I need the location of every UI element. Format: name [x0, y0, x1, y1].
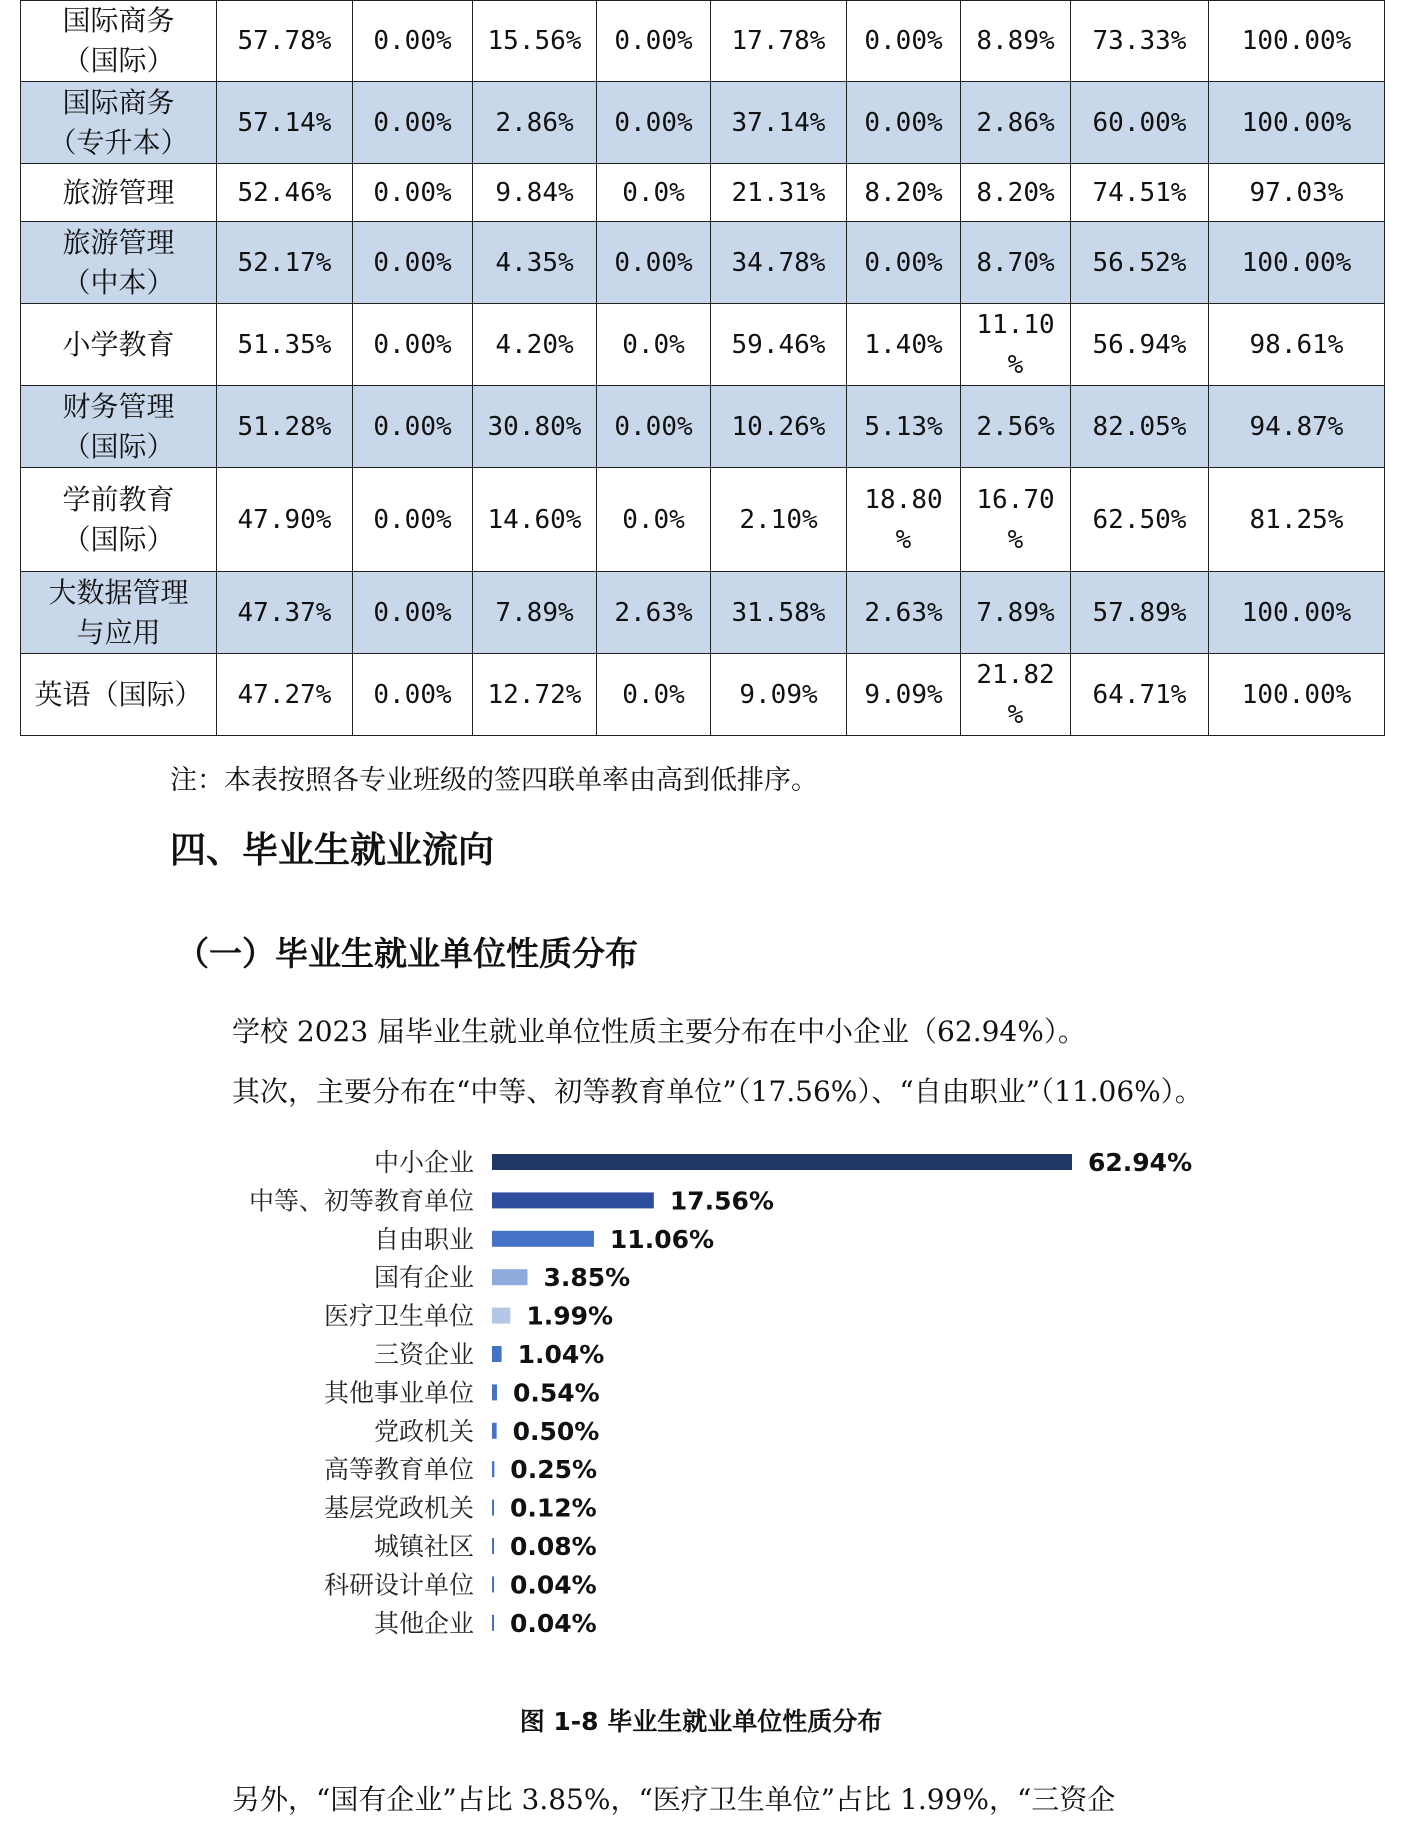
value-label: 1.99%: [526, 1301, 614, 1331]
category-label: 高等教育单位: [323, 1455, 474, 1485]
category-label: 基层党政机关: [323, 1493, 474, 1523]
value-cell: 21.31%: [711, 164, 847, 222]
major-cell: [21, 1, 217, 82]
value-cell: 59.46%: [711, 304, 847, 386]
subsection-title: （一）毕业生就业单位性质分布: [176, 934, 638, 973]
value-cell: 56.52%: [1071, 222, 1209, 304]
value-cell: 0.0%: [597, 468, 711, 572]
value-cell: 60.00%: [1071, 82, 1209, 164]
category-label: 医疗卫生单位: [323, 1301, 474, 1331]
category-label: 中小企业: [373, 1148, 474, 1177]
value-cell: 0.00%: [847, 1, 961, 82]
value-label: 0.12%: [510, 1493, 597, 1523]
value-cell: 57.78%: [217, 1, 353, 82]
value-cell: 47.90%: [217, 468, 353, 572]
major-cell: [21, 572, 217, 654]
major-line: 国际商务: [62, 85, 175, 119]
category-label: 科研设计单位: [323, 1570, 474, 1600]
value-label: 0.08%: [510, 1532, 597, 1561]
value-cell: 47.27%: [217, 654, 353, 736]
value-cell: 52.17%: [217, 222, 353, 304]
value-label: 0.25%: [510, 1455, 598, 1485]
bar: [492, 1538, 494, 1554]
value-label: 0.04%: [510, 1570, 597, 1600]
value-cell: 100.00%: [1209, 1, 1385, 82]
value-cell: 8.89%: [961, 1, 1071, 82]
value-label: 0.54%: [512, 1378, 600, 1408]
value-cell: 2.63%: [847, 572, 961, 654]
value-label: 0.04%: [510, 1608, 597, 1638]
value-cell: 0.0%: [597, 164, 711, 222]
value-cell: 31.58%: [711, 572, 847, 654]
major-cell: [21, 82, 217, 164]
paragraph-line-1: 学校 2023 届毕业生就业单位性质主要分布在中小企业（62.94%）。: [232, 1015, 1086, 1048]
category-label: 中等、初等教育单位: [248, 1186, 474, 1216]
value-cell: 7.89%: [473, 572, 597, 654]
bar: [492, 1384, 497, 1400]
table-row: [21, 654, 1385, 736]
value-cell: 14.60%: [473, 468, 597, 572]
value-cell: 2.86%: [473, 82, 597, 164]
value-cell: 21.82 %: [961, 654, 1071, 736]
category-label: 国有企业: [373, 1263, 474, 1293]
value-cell: 0.0%: [597, 304, 711, 386]
value-cell: 15.56%: [473, 1, 597, 82]
value-cell: 51.28%: [217, 386, 353, 468]
value-cell: 51.35%: [217, 304, 353, 386]
major-line: 与应用: [76, 615, 161, 649]
major-line: 大数据管理: [48, 575, 189, 609]
bar: [492, 1423, 497, 1439]
value-cell: 34.78%: [711, 222, 847, 304]
value-cell: 0.00%: [847, 222, 961, 304]
value-cell: 47.37%: [217, 572, 353, 654]
value-cell: 62.50%: [1071, 468, 1209, 572]
value-label: 0.50%: [512, 1416, 600, 1446]
table-row: [21, 1, 1385, 82]
bar: [492, 1269, 527, 1285]
value-cell: 0.00%: [353, 222, 473, 304]
value-cell: 9.84%: [473, 164, 597, 222]
bar: [492, 1308, 510, 1324]
bar-chart: [0, 1140, 1402, 1660]
value-cell: 74.51%: [1071, 164, 1209, 222]
major-line: 小学教育: [62, 327, 175, 361]
value-cell: 100.00%: [1209, 222, 1385, 304]
major-cell: [21, 222, 217, 304]
value-cell: 30.80%: [473, 386, 597, 468]
value-cell: 0.0%: [597, 654, 711, 736]
value-cell: 0.00%: [597, 1, 711, 82]
major-line: 学前教育: [62, 482, 175, 516]
major-line: 国际商务: [62, 4, 175, 37]
value-cell: 4.35%: [473, 222, 597, 304]
bar: [492, 1154, 1072, 1170]
table-row: [21, 468, 1385, 572]
major-line: （国际）: [62, 44, 175, 77]
value-cell: 4.20%: [473, 304, 597, 386]
value-cell: 17.78%: [711, 1, 847, 82]
table-body: [21, 1, 1385, 736]
value-cell: 57.89%: [1071, 572, 1209, 654]
major-cell: [21, 386, 217, 468]
value-cell: 98.61%: [1209, 304, 1385, 386]
value-cell: 12.72%: [473, 654, 597, 736]
category-label: 自由职业: [373, 1224, 474, 1254]
major-line: （国际）: [62, 522, 175, 556]
value-cell: 16.70 %: [961, 468, 1071, 572]
bar: [492, 1231, 594, 1247]
value-cell: 0.00%: [353, 572, 473, 654]
value-cell: 10.26%: [711, 386, 847, 468]
value-cell: 8.20%: [961, 164, 1071, 222]
value-cell: 1.40%: [847, 304, 961, 386]
bar: [492, 1500, 494, 1516]
value-cell: 18.80 %: [847, 468, 961, 572]
value-cell: 82.05%: [1071, 386, 1209, 468]
major-cell: [21, 468, 217, 572]
value-cell: 0.00%: [353, 386, 473, 468]
table-row: [21, 386, 1385, 468]
table-row: [21, 164, 1385, 222]
major-line: （中本）: [62, 265, 175, 299]
major-cell: [21, 304, 217, 386]
value-cell: 73.33%: [1071, 1, 1209, 82]
value-cell: 8.20%: [847, 164, 961, 222]
value-cell: 0.00%: [847, 82, 961, 164]
paragraph-line-2: 其次，主要分布在“中等、初等教育单位”（17.56%）、“自由职业”（11.06%）。: [232, 1075, 1203, 1108]
data-table: [20, 0, 1385, 736]
bar: [492, 1346, 502, 1362]
value-label: 62.94%: [1088, 1148, 1193, 1177]
major-line: （国际）: [62, 429, 175, 463]
major-line: 财务管理: [62, 389, 175, 423]
value-cell: 2.56%: [961, 386, 1071, 468]
value-cell: 8.70%: [961, 222, 1071, 304]
value-cell: 0.00%: [597, 82, 711, 164]
value-cell: 0.00%: [597, 222, 711, 304]
value-cell: 9.09%: [847, 654, 961, 736]
category-label: 其他企业: [373, 1608, 474, 1638]
value-cell: 9.09%: [711, 654, 847, 736]
value-cell: 57.14%: [217, 82, 353, 164]
major-line: 旅游管理: [62, 225, 175, 259]
section-title: 四、毕业生就业流向: [170, 830, 495, 871]
value-cell: 0.00%: [353, 654, 473, 736]
major-cell: [21, 164, 217, 222]
table-row: [21, 572, 1385, 654]
value-cell: 64.71%: [1071, 654, 1209, 736]
major-line: （专升本）: [48, 125, 189, 159]
value-cell: 100.00%: [1209, 654, 1385, 736]
bar: [492, 1192, 654, 1208]
table-note: 注：本表按照各专业班级的签四联单率由高到低排序。: [170, 765, 818, 796]
value-cell: 0.00%: [597, 386, 711, 468]
value-cell: 7.89%: [961, 572, 1071, 654]
value-cell: 11.10 %: [961, 304, 1071, 386]
value-cell: 100.00%: [1209, 572, 1385, 654]
category-label: 三资企业: [373, 1340, 474, 1369]
value-cell: 0.00%: [353, 164, 473, 222]
value-cell: 0.00%: [353, 468, 473, 572]
table-row: [21, 304, 1385, 386]
value-cell: 97.03%: [1209, 164, 1385, 222]
value-label: 11.06%: [609, 1224, 715, 1254]
value-cell: 0.00%: [353, 82, 473, 164]
bar: [492, 1461, 494, 1477]
bar: [492, 1576, 494, 1592]
value-cell: 0.00%: [353, 1, 473, 82]
value-cell: 2.10%: [711, 468, 847, 572]
value-cell: 52.46%: [217, 164, 353, 222]
category-label: 城镇社区: [373, 1532, 474, 1561]
value-label: 3.85%: [543, 1263, 631, 1293]
bar: [492, 1615, 494, 1631]
value-cell: 56.94%: [1071, 304, 1209, 386]
value-label: 1.04%: [517, 1340, 605, 1369]
table-row: [21, 82, 1385, 164]
value-cell: 81.25%: [1209, 468, 1385, 572]
value-cell: 5.13%: [847, 386, 961, 468]
value-cell: 100.00%: [1209, 82, 1385, 164]
category-label: 党政机关: [373, 1416, 474, 1446]
value-cell: 2.63%: [597, 572, 711, 654]
major-cell: [21, 654, 217, 736]
major-line: 英语（国际）: [34, 677, 203, 711]
category-label: 其他事业单位: [323, 1378, 474, 1408]
major-line: 旅游管理: [62, 175, 175, 209]
figure-caption: 图 1-8 毕业生就业单位性质分布: [519, 1707, 883, 1736]
paragraph-2: 另外，“国有企业”占比 3.85%，“医疗卫生单位”占比 1.99%，“三资企: [232, 1783, 1116, 1816]
value-cell: 94.87%: [1209, 386, 1385, 468]
value-label: 17.56%: [669, 1186, 774, 1216]
value-cell: 2.86%: [961, 82, 1071, 164]
table-row: [21, 222, 1385, 304]
value-cell: 0.00%: [353, 304, 473, 386]
value-cell: 37.14%: [711, 82, 847, 164]
